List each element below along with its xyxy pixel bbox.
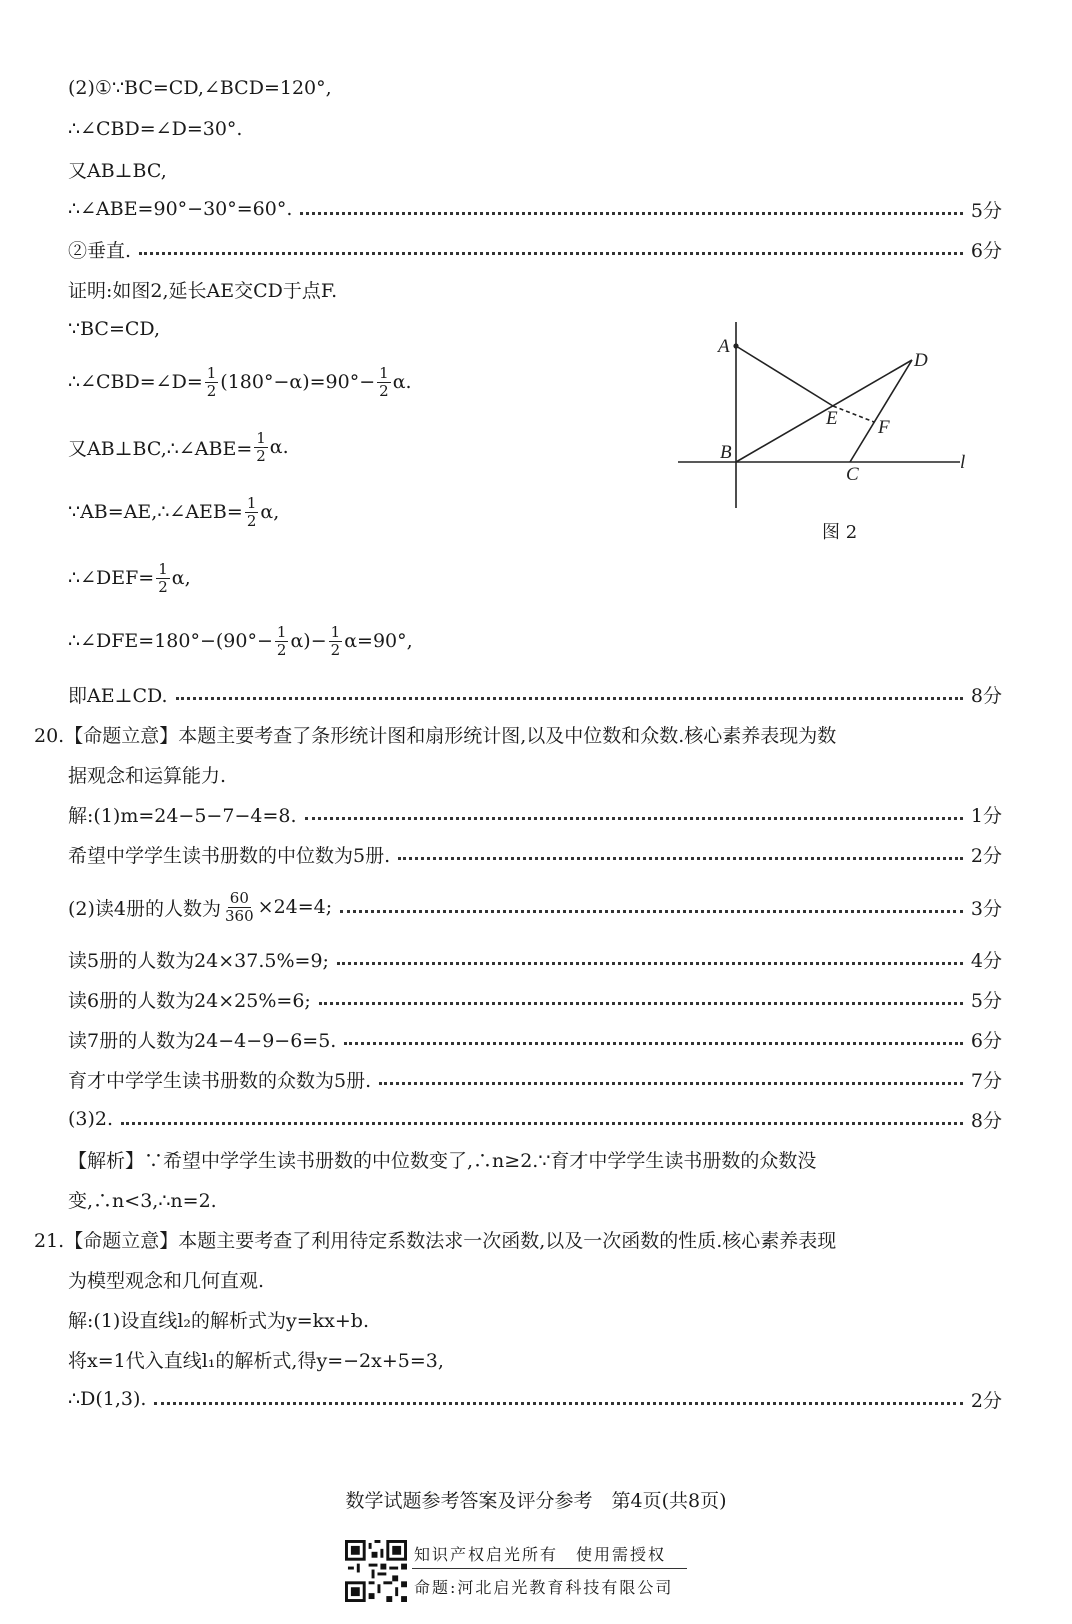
leader-dots — [305, 815, 963, 820]
q20-analysis-line2: 变,∴n<3,∴n=2. — [68, 1189, 217, 1212]
q20-step-1: 解:(1)m=24−5−7−4=8. 1分 — [68, 799, 1002, 829]
q20-step-3: (2)读4册的人数为 $\frac{60}{360}$ ×24=4; 3分 — [68, 888, 1002, 925]
point-A — [733, 343, 738, 348]
leader-dots — [121, 1120, 963, 1125]
q21-step-3: ∴D(1,3). 2分 — [68, 1384, 1002, 1414]
label-E: E — [826, 408, 838, 429]
line-proof-2: ∴∠CBD=∠D= $\frac{1}{2}$ (180°−α)=90°− $\frac{1}{2}$ α. — [68, 363, 412, 400]
leader-dots — [398, 855, 963, 860]
score: 7分 — [970, 1069, 1002, 1092]
fraction-half: $\frac{1}{2}$ — [246, 493, 257, 530]
line-proof-6: ∴∠DFE=180°−(90°− $\frac{1}{2}$ α)− $\frac{1}{2}$ α=90°, — [68, 622, 413, 659]
segment-AE — [736, 346, 833, 406]
score: 5分 — [970, 989, 1002, 1012]
leader-dots — [139, 250, 963, 255]
q20-step-5: 读6册的人数为24×25%=6; 5分 — [68, 984, 1002, 1014]
leader-dots — [154, 1400, 963, 1405]
leader-dots — [300, 210, 963, 215]
leader-dots — [337, 960, 963, 965]
leader-dots — [344, 1040, 963, 1045]
leader-dots — [319, 1000, 963, 1005]
fraction-half: $\frac{1}{2}$ — [276, 622, 287, 659]
label-A: A — [718, 336, 730, 357]
label-F: F — [878, 417, 890, 438]
segment-BD — [736, 360, 912, 462]
score: 1分 — [970, 804, 1002, 827]
label-C: C — [846, 464, 859, 485]
score: 2分 — [970, 844, 1002, 867]
line-proof-1: ∵BC=CD, — [68, 318, 160, 340]
q21-intent-line2: 为模型观念和几何直观. — [68, 1269, 265, 1292]
page-footer: 数学试题参考答案及评分参考 第4页(共8页) — [345, 1490, 727, 1512]
score: 5分 — [970, 199, 1002, 222]
label-l: l — [960, 452, 966, 473]
q20-step-4: 读5册的人数为24×37.5%=9; 4分 — [68, 944, 1002, 974]
label-D: D — [914, 350, 928, 371]
line-2-2: ∴∠CBD=∠D=30°. — [68, 118, 243, 140]
fraction-half: $\frac{1}{2}$ — [158, 559, 168, 596]
line-2-3: 又AB⊥BC, — [68, 159, 167, 182]
score: 6分 — [970, 1029, 1002, 1052]
fraction-half: $\frac{1}{2}$ — [206, 363, 217, 400]
q20-analysis-line1: 【解析】∵希望中学学生读书册数的中位数变了,∴n≥2.∵育才中学学生读书册数的众数没 — [68, 1149, 817, 1172]
q21-intent-line1: 21.【命题立意】本题主要考查了利用待定系数法求一次函数,以及一次函数的性质.核心素养表现 — [34, 1229, 837, 1252]
leader-dots — [340, 908, 963, 913]
score: 2分 — [970, 1389, 1002, 1412]
q20-step-6: 读7册的人数为24−4−9−6=5. 6分 — [68, 1024, 1002, 1054]
line-2-4: ∴∠ABE=90°−30°=60°. 5分 — [68, 194, 1002, 224]
segment-CD — [850, 360, 912, 462]
fraction-half: $\frac{1}{2}$ — [256, 428, 266, 465]
score: 8分 — [970, 684, 1002, 707]
divider — [412, 1568, 687, 1569]
q20-step-7: 育才中学学生读书册数的众数为5册. 7分 — [68, 1064, 1002, 1094]
fraction-60-360: $\frac{60}{360}$ — [225, 888, 254, 925]
score: 3分 — [970, 897, 1002, 920]
score: 4分 — [970, 949, 1002, 972]
figure-caption: 图 2 — [822, 522, 858, 543]
q21-step-2: 将x=1代入直线l₁的解析式,得y=−2x+5=3, — [68, 1349, 444, 1372]
qr-code-icon — [345, 1540, 407, 1602]
line-2-5: ②垂直. 6分 — [68, 234, 1002, 264]
fraction-half: $\frac{1}{2}$ — [379, 363, 389, 400]
line-proof-end: 即AE⊥CD. 8分 — [68, 679, 1002, 709]
line-2-1: (2)①∵BC=CD,∠BCD=120°, — [68, 77, 332, 99]
score: 6分 — [970, 239, 1002, 262]
copyright-notice: 知识产权启光所有 使用需授权 — [414, 1545, 667, 1564]
q21-step-1: 解:(1)设直线l₂的解析式为y=kx+b. — [68, 1309, 370, 1332]
author-notice: 命题:河北启光教育科技有限公司 — [414, 1578, 674, 1597]
leader-dots — [379, 1080, 963, 1085]
dashed-EF — [833, 406, 874, 422]
q20-intent-line2: 据观念和运算能力. — [68, 764, 227, 787]
line-proof-4: ∵AB=AE,∴∠AEB= $\frac{1}{2}$ α, — [68, 493, 280, 530]
q20-intent-line1: 20.【命题立意】本题主要考查了条形统计图和扇形统计图,以及中位数和众数.核心素养表现为数 — [34, 724, 837, 747]
fraction-half: $\frac{1}{2}$ — [330, 622, 341, 659]
line-proof-start: 证明:如图2,延长AE交CD于点F. — [68, 279, 338, 302]
q20-step-2: 希望中学学生读书册数的中位数为5册. 2分 — [68, 839, 1002, 869]
line-proof-3: 又AB⊥BC,∴∠ABE= $\frac{1}{2}$ α. — [68, 428, 289, 465]
line-proof-5: ∴∠DEF= $\frac{1}{2}$ α, — [68, 559, 191, 596]
score: 8分 — [970, 1109, 1002, 1132]
label-B: B — [720, 442, 732, 463]
q20-step-8: (3)2. 8分 — [68, 1104, 1002, 1134]
leader-dots — [176, 695, 963, 700]
